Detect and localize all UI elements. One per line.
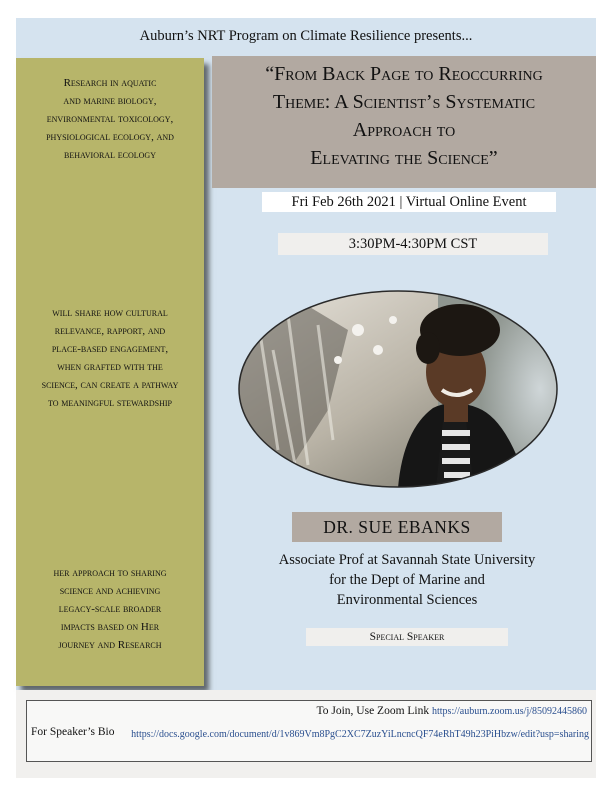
research-line: behavioral ecology <box>64 149 156 161</box>
summary-line: when grafted with the <box>57 361 163 373</box>
talk-title <box>212 60 596 172</box>
approach-block <box>16 564 204 654</box>
approach-line: journey and Research <box>58 639 162 651</box>
summary-line: will share how cultural <box>52 307 168 319</box>
presenter-header: Auburn’s NRT Program on Climate Resilience presents... <box>139 28 473 44</box>
approach-line: impacts based on Her <box>60 621 160 633</box>
title-line: Theme: A Scientist’s Systematic <box>272 91 536 113</box>
approach-line: her approach to sharing <box>53 567 167 579</box>
links-box <box>26 700 592 762</box>
approach-line: legacy-scale broader <box>58 603 162 615</box>
title-line: Elevating the Science” <box>310 147 498 169</box>
research-line: environmental toxicology, <box>46 113 174 125</box>
approach-line: science and achieving <box>59 585 161 597</box>
title-line: “From Back Page to Reoccurring <box>265 63 543 85</box>
event-date-line: Fri Feb 26th 2021 | Virtual Online Event <box>262 192 556 212</box>
research-line: Research in aquatic <box>63 77 157 89</box>
sidebar-column <box>16 58 204 686</box>
zoom-link[interactable]: https://auburn.zoom.us/j/85092445860 <box>432 706 587 717</box>
position-line: for the Dept of Marine and <box>329 572 485 588</box>
event-time-line: 3:30PM-4:30PM CST <box>278 233 548 255</box>
zoom-join-label: To Join, Use Zoom Link <box>316 705 430 717</box>
position-line: Associate Prof at Savannah State University <box>278 552 536 568</box>
bio-label: For Speaker’s Bio <box>31 726 115 738</box>
title-line: Approach to <box>352 119 456 141</box>
research-areas-block <box>16 74 204 164</box>
speaker-role-badge: Special Speaker <box>306 628 508 646</box>
talk-title-box <box>212 56 596 188</box>
speaker-name: DR. SUE EBANKS <box>292 512 502 542</box>
summary-line: science, can create a pathway <box>41 379 179 391</box>
summary-line: to meaningful stewardship <box>47 397 173 409</box>
research-line: physiological ecology, and <box>46 131 174 143</box>
speaker-position <box>234 550 580 610</box>
research-line: and marine biology, <box>63 95 157 107</box>
speaker-portrait-photo <box>238 290 558 488</box>
position-line: Environmental Sciences <box>336 592 478 608</box>
links-section <box>16 690 596 778</box>
zoom-join-line <box>317 705 587 717</box>
summary-line: relevance, rapport, and <box>54 325 166 337</box>
summary-line: place-based engagement, <box>51 343 169 355</box>
bio-link[interactable]: https://docs.google.com/document/d/1v869Vm8PgC2XC7ZuzYiLncncQF74eRhT49h23PiHbzw/edit?usp=sharing <box>131 729 589 740</box>
talk-summary-block <box>16 304 204 412</box>
